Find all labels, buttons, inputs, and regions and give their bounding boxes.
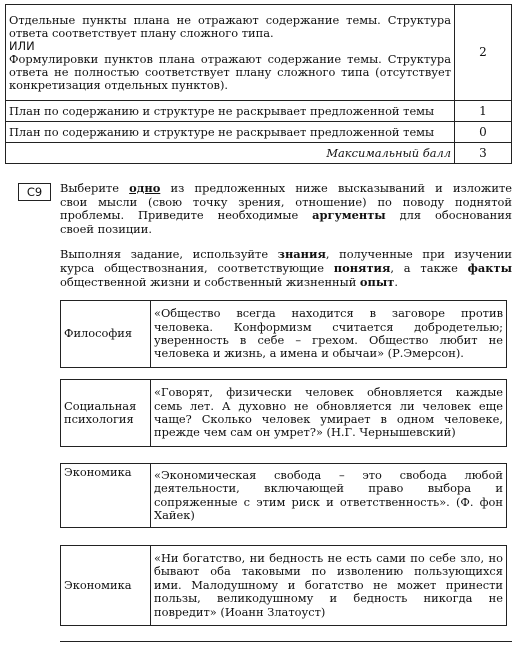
criterion-text: конкретизация отдельных пунктов).	[9, 78, 229, 92]
criterion-text: ответа не полностью соответствует плану сложного типа (отсутствует	[9, 65, 451, 79]
instruction-line: Выберите одно из предложенных ниже высказываний и изложите	[60, 181, 512, 195]
bottom-rule	[60, 641, 512, 642]
score-row-max	[6, 143, 512, 164]
criterion-cell: План по содержанию и структуре не раскрывает предложенной темы	[6, 101, 455, 122]
instruction-line: проблемы. Приведите необходимые аргументы для обоснования	[60, 208, 512, 223]
quote-text: «Говорят, физически человек обновляется каждые семь лет. А духовно не обновляется ли человек еще чаще? Сколько человек умирает в одном человеке, прежде чем сам он умрет?» (Н.Г. Чернышевский)	[151, 380, 507, 447]
max-score-value: 3	[455, 143, 512, 164]
task-number: С9	[18, 183, 51, 201]
criterion-cell	[6, 5, 455, 101]
criterion-cell: План по содержанию и структуре не раскрывает предложенной темы	[6, 122, 455, 143]
score-row-0	[6, 122, 512, 143]
quote-text: «Ни богатство, ни бедность не есть сами по себе зло, но бывают оба таковыми по изволению пользующихся ими. Малодушному и богатство не может принести пользы, великодушному и бедность никогда не повредит» (Иоанн Златоуст)	[151, 546, 507, 626]
score-row-1	[6, 101, 512, 122]
quote-text: «Экономическая свобода – это свобода любой деятельности, включающей право выбора и сопряженные с этим риск и ответственность». (Ф. фон Хайек)	[151, 464, 507, 528]
criterion-text: Отдельные пункты плана не отражают содержание темы. Структура	[9, 13, 451, 27]
quote-table	[60, 379, 507, 447]
instruction-line: курса обществознания, соответствующие понятия, а также факты	[60, 260, 512, 275]
quote-table	[60, 463, 507, 528]
instruction-line: общественной жизни и собственный жизненный опыт.	[60, 274, 398, 289]
quote-table	[60, 300, 507, 368]
instruction-line: Выполняя задание, используйте знания, полученные при изучении	[60, 247, 512, 262]
score-row-2	[6, 5, 512, 101]
quote-topic: Философия	[61, 301, 151, 368]
quote-topic: Экономика	[61, 546, 151, 626]
quote-table	[60, 545, 507, 626]
points-cell: 0	[455, 122, 512, 143]
or-label: ИЛИ	[9, 39, 35, 53]
instruction-line: своей позиции.	[60, 221, 152, 236]
points-cell: 1	[455, 101, 512, 122]
max-score-label: Максимальный балл	[6, 143, 455, 164]
quote-topic: Экономика	[61, 464, 151, 528]
scoring-table	[5, 4, 512, 164]
points-cell: 2	[455, 5, 512, 101]
criterion-text: ответа соответствует плану сложного типа.	[9, 26, 274, 40]
criterion-text: Формулировки пунктов плана отражают содержание темы. Структура	[9, 52, 451, 66]
quote-topic: Социальная психология	[61, 380, 151, 447]
instruction-line: свои мысли (свою точку зрения, отношение) по поводу поднятой	[60, 194, 512, 209]
quote-text: «Общество всегда находится в заговоре против человека. Конформизм считается добродетелью; уверенность в себе – грехом. Общество любит не человека и жизнь, а имена и обычаи» (Р.Эмерсон).	[151, 301, 507, 368]
task-instructions	[60, 182, 512, 289]
